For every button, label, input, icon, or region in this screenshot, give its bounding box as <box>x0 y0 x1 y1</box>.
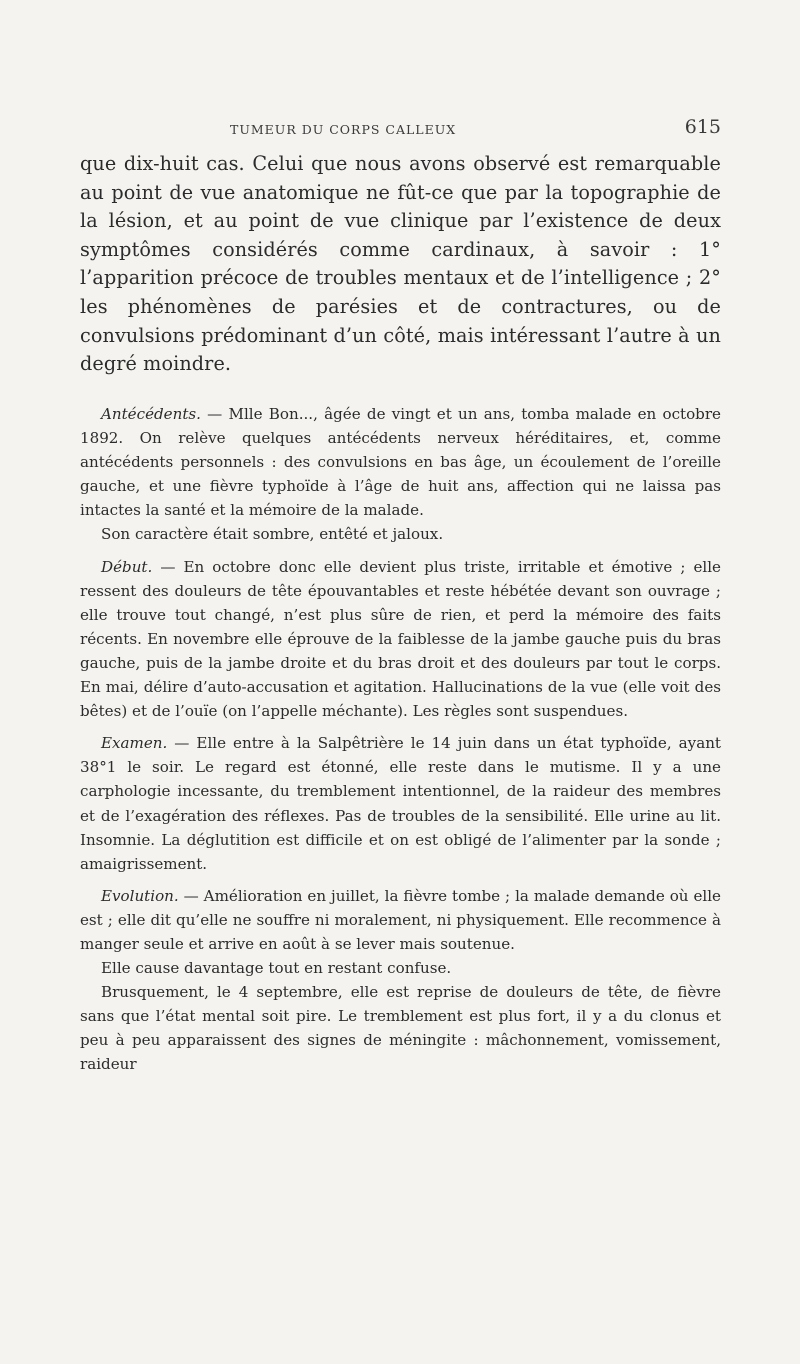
page-header <box>80 112 721 142</box>
section-september <box>80 980 721 1076</box>
section-heading: Début. <box>101 557 153 576</box>
page-number: 615 <box>684 116 721 138</box>
section-character <box>80 522 721 546</box>
section-examen <box>80 731 721 876</box>
section-text: — Amélioration en juillet, la fièvre tombe ; la malade demande où elle est ; elle dit qu’elle ne souffre ni moralement, ni physiquement. Elle recommence à manger seule et arrive en août à se lever mais soutenue. <box>80 886 721 953</box>
section-evolution <box>80 884 721 956</box>
book-page <box>80 0 721 1364</box>
section-heading: Antécédents. <box>101 405 201 423</box>
section-heading: Evolution. <box>101 886 179 905</box>
section-text: Son caractère était sombre, entêté et jaloux. <box>101 525 444 544</box>
case-report <box>80 394 721 1077</box>
section-text: Elle cause davantage tout en restant confuse. <box>101 959 452 978</box>
section-confusion <box>80 956 721 980</box>
section-text: — Mlle Bon..., âgée de vingt et un ans, tomba malade en octobre 1892. On relève quelques antécédents nerveux héréditaires, et, comme antécédents personnels : des convulsions en bas âge, un écoulement de l’oreille gauche, et une fièvre typhoïde à l’âge de huit ans, affection qui ne laissa pas intactes la santé et la mémoire de la malade. <box>80 405 721 520</box>
lead-paragraph: que dix-huit cas. Celui que nous avons observé est remarquable au point de vue anatomique ne fût-ce que par la topographie de la lésion, et au point de vue clinique par l’existence de deux symptômes considérés comme cardinaux, à savoir : 1° l’apparition précoce de troubles mentaux et de l’intelligence ; 2° les phénomènes de parésies et de contractures, ou de convulsions prédominant d’un côté, mais intéressant l’autre à un degré moindre. <box>80 152 721 376</box>
section-text: Brusquement, le 4 septembre, elle est reprise de douleurs de tête, de fièvre sans que l’état mental soit pire. Le tremblement est plus fort, il y a du clonus et peu à peu apparaissent des signes de méningite : mâchonnement, vomissement, raideur <box>80 983 721 1074</box>
running-title: TUMEUR DU CORPS CALLEUX <box>230 122 457 137</box>
lead-paragraph-block <box>80 150 721 379</box>
section-antecedents <box>80 402 721 522</box>
section-heading: Examen. <box>101 734 168 753</box>
section-debut <box>80 555 721 724</box>
section-text: — Elle entre à la Salpêtrière le 14 juin dans un état typhoïde, ayant 38°1 le soir. Le regard est étonné, elle reste dans le mutisme. Il y a une carphologie incessante, du tremblement intentionnel, de la raideur des membres et de l’exagération des réflexes. Pas de troubles de la sensibilité. Elle urine au lit. Insomnie. La déglutition est difficile et on est obligé de l’alimenter par la sonde ; amaigrissement. <box>80 734 721 873</box>
section-text: — En octobre donc elle devient plus triste, irritable et émotive ; elle ressent des douleurs de tête épouvantables et reste hébétée devant son ouvrage ; elle trouve tout changé, n’est plus sûre de rien, et perd la mémoire des faits récents. En novembre elle éprouve de la faiblesse de la jambe gauche puis du bras gauche, puis de la jambe droite et du bras droit et des douleurs par tout le corps. En mai, délire d’auto-accusation et agitation. Hallucinations de la vue (elle voit des bêtes) et de l’ouïe (on l’appelle méchante). Les règles sont suspendues. <box>80 557 721 721</box>
